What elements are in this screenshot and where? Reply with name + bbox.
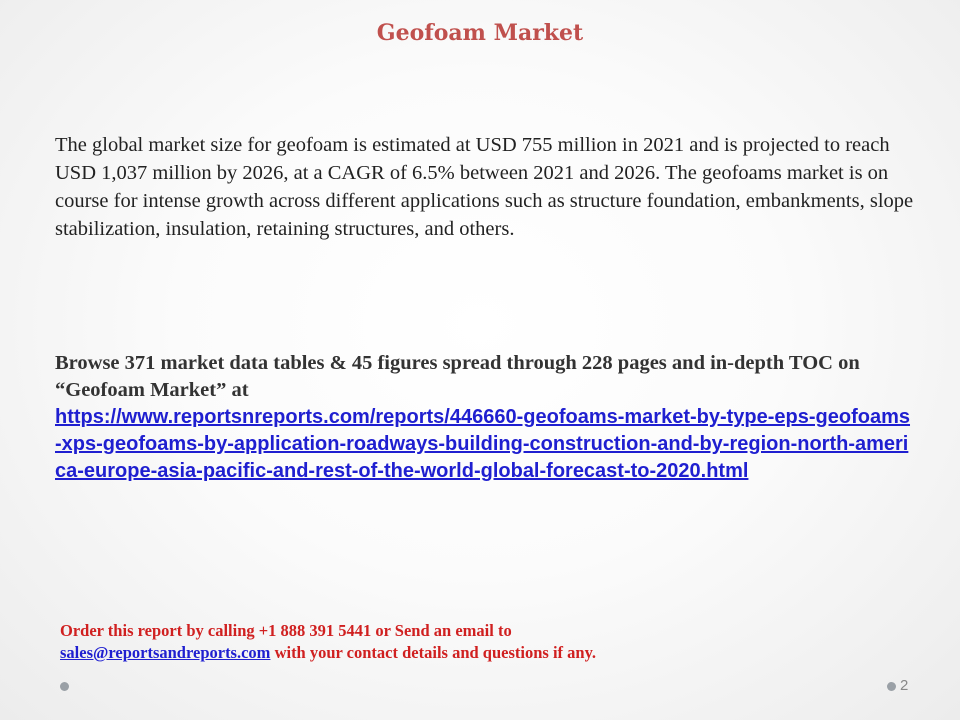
market-summary: The global market size for geofoam is estimated at USD 755 million in 2021 and is projected to reach USD 1,037 million by 2026, at a CAGR of 6.5% between 2021 and 2026. The geofoams market is on course for intense growth across different applications such as structure foundation, embankments, slope stabilization, insulation, retaining structures, and others.	[55, 134, 914, 240]
slide-title: Geofoam Market	[376, 20, 584, 46]
bullet-dot-right	[887, 682, 896, 691]
page-number: 2	[900, 677, 909, 694]
bullet-dot-left	[60, 682, 69, 691]
order-text: Order this report by calling +1 888 391 5441 or Send an email to	[60, 621, 512, 640]
email-link[interactable]: sales@reportsandreports.com	[60, 643, 271, 662]
browse-section	[55, 350, 915, 485]
browse-text: Browse 371 market data tables & 45 figures spread through 228 pages and in-depth TOC on “Geofoam Market” at	[55, 352, 860, 401]
report-link[interactable]: https://www.reportsnreports.com/reports/446660-geofoams-market-by-type-eps-geofoams-xps-geofoams-by-application-roadways-building-construction-and-by-region-north-america-europe-asia-pacific-and-rest-of-the-world-global-forecast-to-2020.html	[55, 406, 911, 482]
order-rest-text: with your contact details and questions if any.	[270, 643, 597, 662]
order-info	[60, 620, 920, 664]
